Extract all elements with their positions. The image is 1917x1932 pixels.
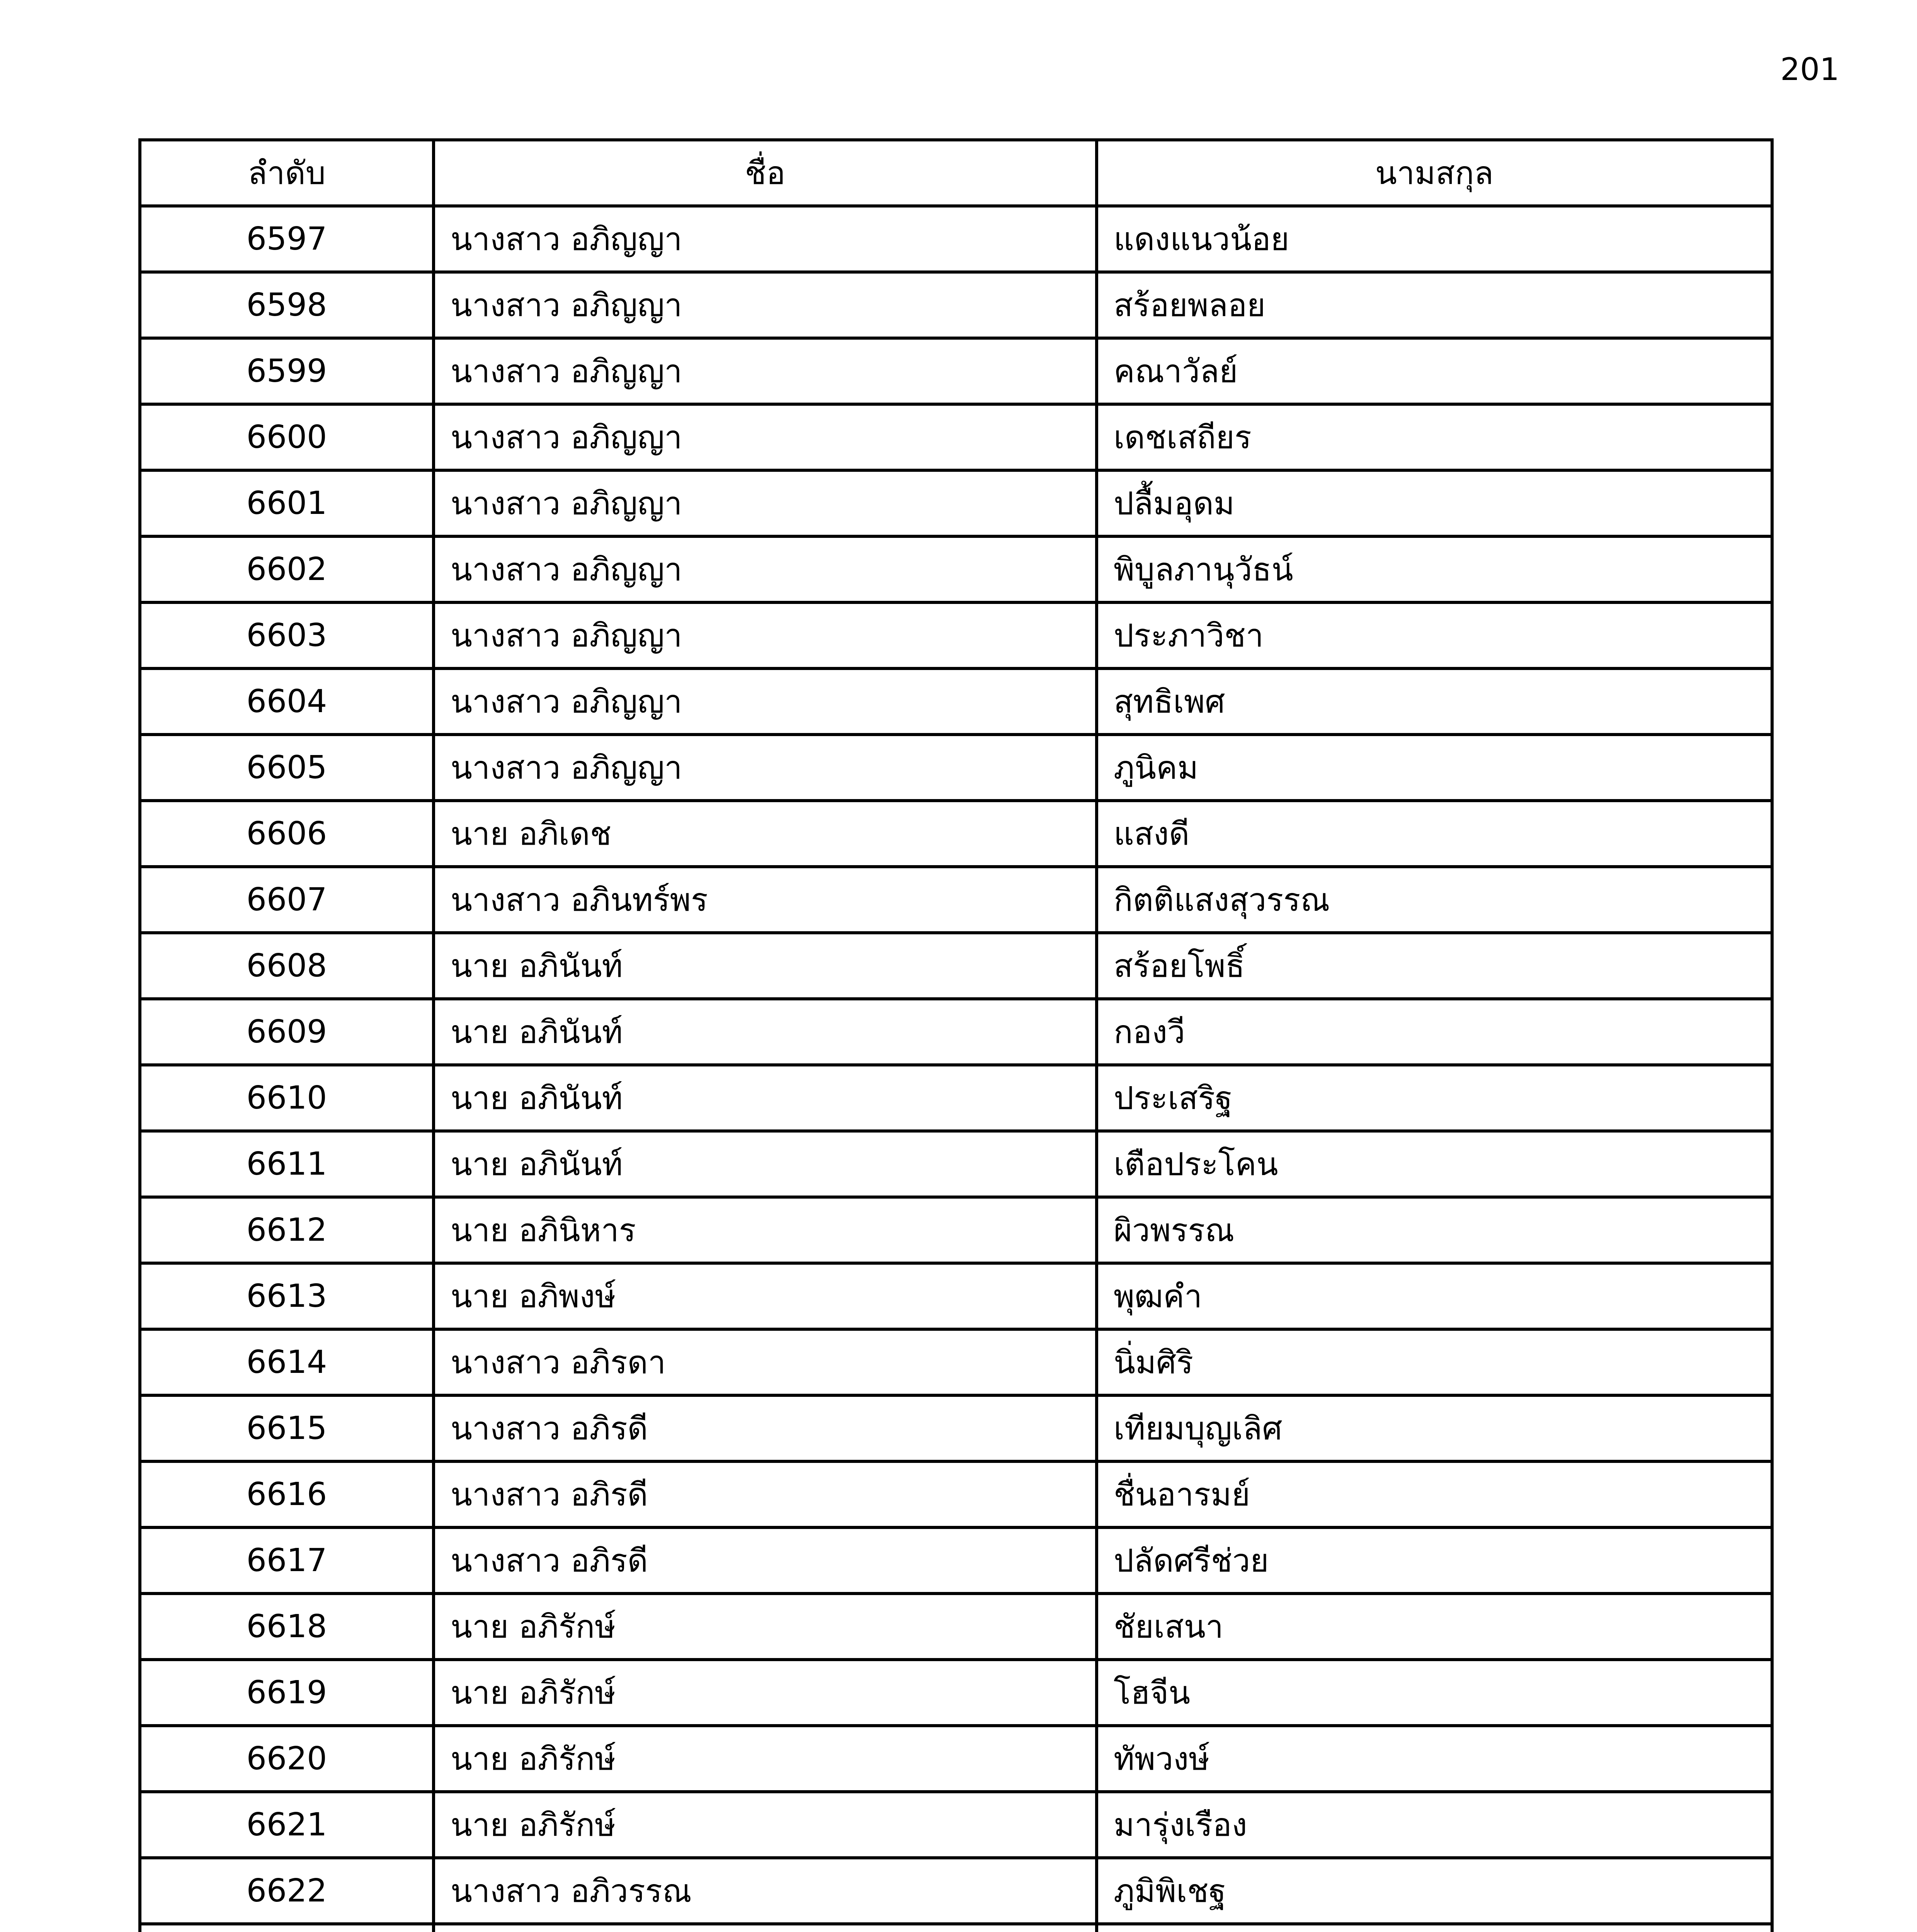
row-name xyxy=(434,1924,1097,1932)
row-surname: มารุ่งเรือง xyxy=(1097,1792,1772,1858)
row-number xyxy=(140,1924,434,1932)
row-surname: ทัพวงษ์ xyxy=(1097,1726,1772,1792)
page-number: 201 xyxy=(1780,51,1839,87)
row-number: 6607 xyxy=(140,867,434,933)
row-surname: แสงดี xyxy=(1097,801,1772,867)
row-name: นางสาว อภิญญา xyxy=(434,668,1097,735)
table-row xyxy=(140,1197,1772,1263)
row-number: 6612 xyxy=(140,1197,434,1263)
row-name: นาย อภินันท์ xyxy=(434,1065,1097,1131)
row-surname: กองวี xyxy=(1097,999,1772,1065)
row-number: 6616 xyxy=(140,1461,434,1527)
row-surname: สร้อยโพธิ์ xyxy=(1097,933,1772,999)
row-surname: เตือประโคน xyxy=(1097,1131,1772,1197)
row-surname: เดชเสถียร xyxy=(1097,404,1772,470)
row-name: นางสาว อภิญญา xyxy=(434,536,1097,602)
row-name: นาย อภินันท์ xyxy=(434,933,1097,999)
table-row xyxy=(140,1792,1772,1858)
row-number: 6611 xyxy=(140,1131,434,1197)
row-number: 6598 xyxy=(140,272,434,338)
table-row xyxy=(140,801,1772,867)
row-number: 6613 xyxy=(140,1263,434,1329)
table-row xyxy=(140,1594,1772,1660)
table-row xyxy=(140,668,1772,735)
table-row xyxy=(140,1924,1772,1932)
row-name: นางสาว อภิรดี xyxy=(434,1527,1097,1594)
row-number: 6601 xyxy=(140,470,434,536)
row-surname: สร้อยพลอย xyxy=(1097,272,1772,338)
row-number: 6617 xyxy=(140,1527,434,1594)
row-surname: โฮจีน xyxy=(1097,1660,1772,1726)
table-row xyxy=(140,1858,1772,1924)
row-surname: แดงแนวน้อย xyxy=(1097,206,1772,272)
row-name: นาย อภิรักษ์ xyxy=(434,1726,1097,1792)
row-name: นาย อภิพงษ์ xyxy=(434,1263,1097,1329)
row-name: นาย อภินิหาร xyxy=(434,1197,1097,1263)
row-surname: ผิวพรรณ xyxy=(1097,1197,1772,1263)
table-row xyxy=(140,1660,1772,1726)
table-row xyxy=(140,1065,1772,1131)
row-name: นางสาว อภิญญา xyxy=(434,272,1097,338)
row-number: 6621 xyxy=(140,1792,434,1858)
table-row xyxy=(140,272,1772,338)
row-name: นางสาว อภิญญา xyxy=(434,338,1097,404)
row-surname: พุฒคำ xyxy=(1097,1263,1772,1329)
row-number: 6606 xyxy=(140,801,434,867)
row-name: นางสาว อภิญญา xyxy=(434,470,1097,536)
row-surname: นิ่มศิริ xyxy=(1097,1329,1772,1395)
table-row xyxy=(140,1263,1772,1329)
roster-table xyxy=(138,138,1774,1932)
row-number: 6608 xyxy=(140,933,434,999)
row-name: นางสาว อภิญญา xyxy=(434,735,1097,801)
row-number: 6605 xyxy=(140,735,434,801)
row-number: 6599 xyxy=(140,338,434,404)
row-name: นาย อภิเดช xyxy=(434,801,1097,867)
row-name: นางสาว อภิญญา xyxy=(434,602,1097,668)
row-name: นาย อภินันท์ xyxy=(434,1131,1097,1197)
table-row xyxy=(140,1461,1772,1527)
row-number: 6619 xyxy=(140,1660,434,1726)
row-number: 6620 xyxy=(140,1726,434,1792)
row-number: 6609 xyxy=(140,999,434,1065)
row-surname: ภูนิคม xyxy=(1097,735,1772,801)
header-no: ลำดับ xyxy=(140,140,434,206)
table-row xyxy=(140,1527,1772,1594)
header-name: ชื่อ xyxy=(434,140,1097,206)
row-number: 6603 xyxy=(140,602,434,668)
row-name: นาย อภินันท์ xyxy=(434,999,1097,1065)
table-row xyxy=(140,536,1772,602)
row-surname: ประเสริฐ xyxy=(1097,1065,1772,1131)
table-row xyxy=(140,602,1772,668)
row-surname: ปลื้มอุดม xyxy=(1097,470,1772,536)
row-number: 6602 xyxy=(140,536,434,602)
table-row xyxy=(140,1726,1772,1792)
row-surname: ชัยเสนา xyxy=(1097,1594,1772,1660)
row-name: นางสาว อภิรดี xyxy=(434,1395,1097,1461)
header-surname: นามสกุล xyxy=(1097,140,1772,206)
row-surname xyxy=(1097,1924,1772,1932)
table-header-row xyxy=(140,140,1772,206)
row-number: 6597 xyxy=(140,206,434,272)
row-surname: ชื่นอารมย์ xyxy=(1097,1461,1772,1527)
row-number: 6600 xyxy=(140,404,434,470)
row-surname: พิบูลภานุวัธน์ xyxy=(1097,536,1772,602)
table-row xyxy=(140,999,1772,1065)
table-row xyxy=(140,867,1772,933)
row-surname: ปลัดศรีช่วย xyxy=(1097,1527,1772,1594)
row-name: นางสาว อภินทร์พร xyxy=(434,867,1097,933)
table-row xyxy=(140,1329,1772,1395)
row-name: นาย อภิรักษ์ xyxy=(434,1792,1097,1858)
row-name: นางสาว อภิรดี xyxy=(434,1461,1097,1527)
row-number: 6615 xyxy=(140,1395,434,1461)
table-row xyxy=(140,1395,1772,1461)
table-row xyxy=(140,735,1772,801)
table-row xyxy=(140,338,1772,404)
table-row xyxy=(140,470,1772,536)
table-row xyxy=(140,933,1772,999)
row-surname: คณาวัลย์ xyxy=(1097,338,1772,404)
table-row xyxy=(140,206,1772,272)
row-number: 6622 xyxy=(140,1858,434,1924)
row-name: นางสาว อภิวรรณ xyxy=(434,1858,1097,1924)
row-surname: สุทธิเพศ xyxy=(1097,668,1772,735)
row-name: นางสาว อภิญญา xyxy=(434,404,1097,470)
row-name: นางสาว อภิญญา xyxy=(434,206,1097,272)
table-body xyxy=(140,206,1772,1932)
row-number: 6604 xyxy=(140,668,434,735)
row-surname: เทียมบุญเลิศ xyxy=(1097,1395,1772,1461)
table-row xyxy=(140,404,1772,470)
row-name: นาย อภิรักษ์ xyxy=(434,1660,1097,1726)
row-number: 6618 xyxy=(140,1594,434,1660)
row-name: นาย อภิรักษ์ xyxy=(434,1594,1097,1660)
row-surname: ภูมิพิเชฐ xyxy=(1097,1858,1772,1924)
row-number: 6610 xyxy=(140,1065,434,1131)
table-row xyxy=(140,1131,1772,1197)
row-name: นางสาว อภิรดา xyxy=(434,1329,1097,1395)
row-surname: ประภาวิชา xyxy=(1097,602,1772,668)
row-number: 6614 xyxy=(140,1329,434,1395)
row-surname: กิตติแสงสุวรรณ xyxy=(1097,867,1772,933)
